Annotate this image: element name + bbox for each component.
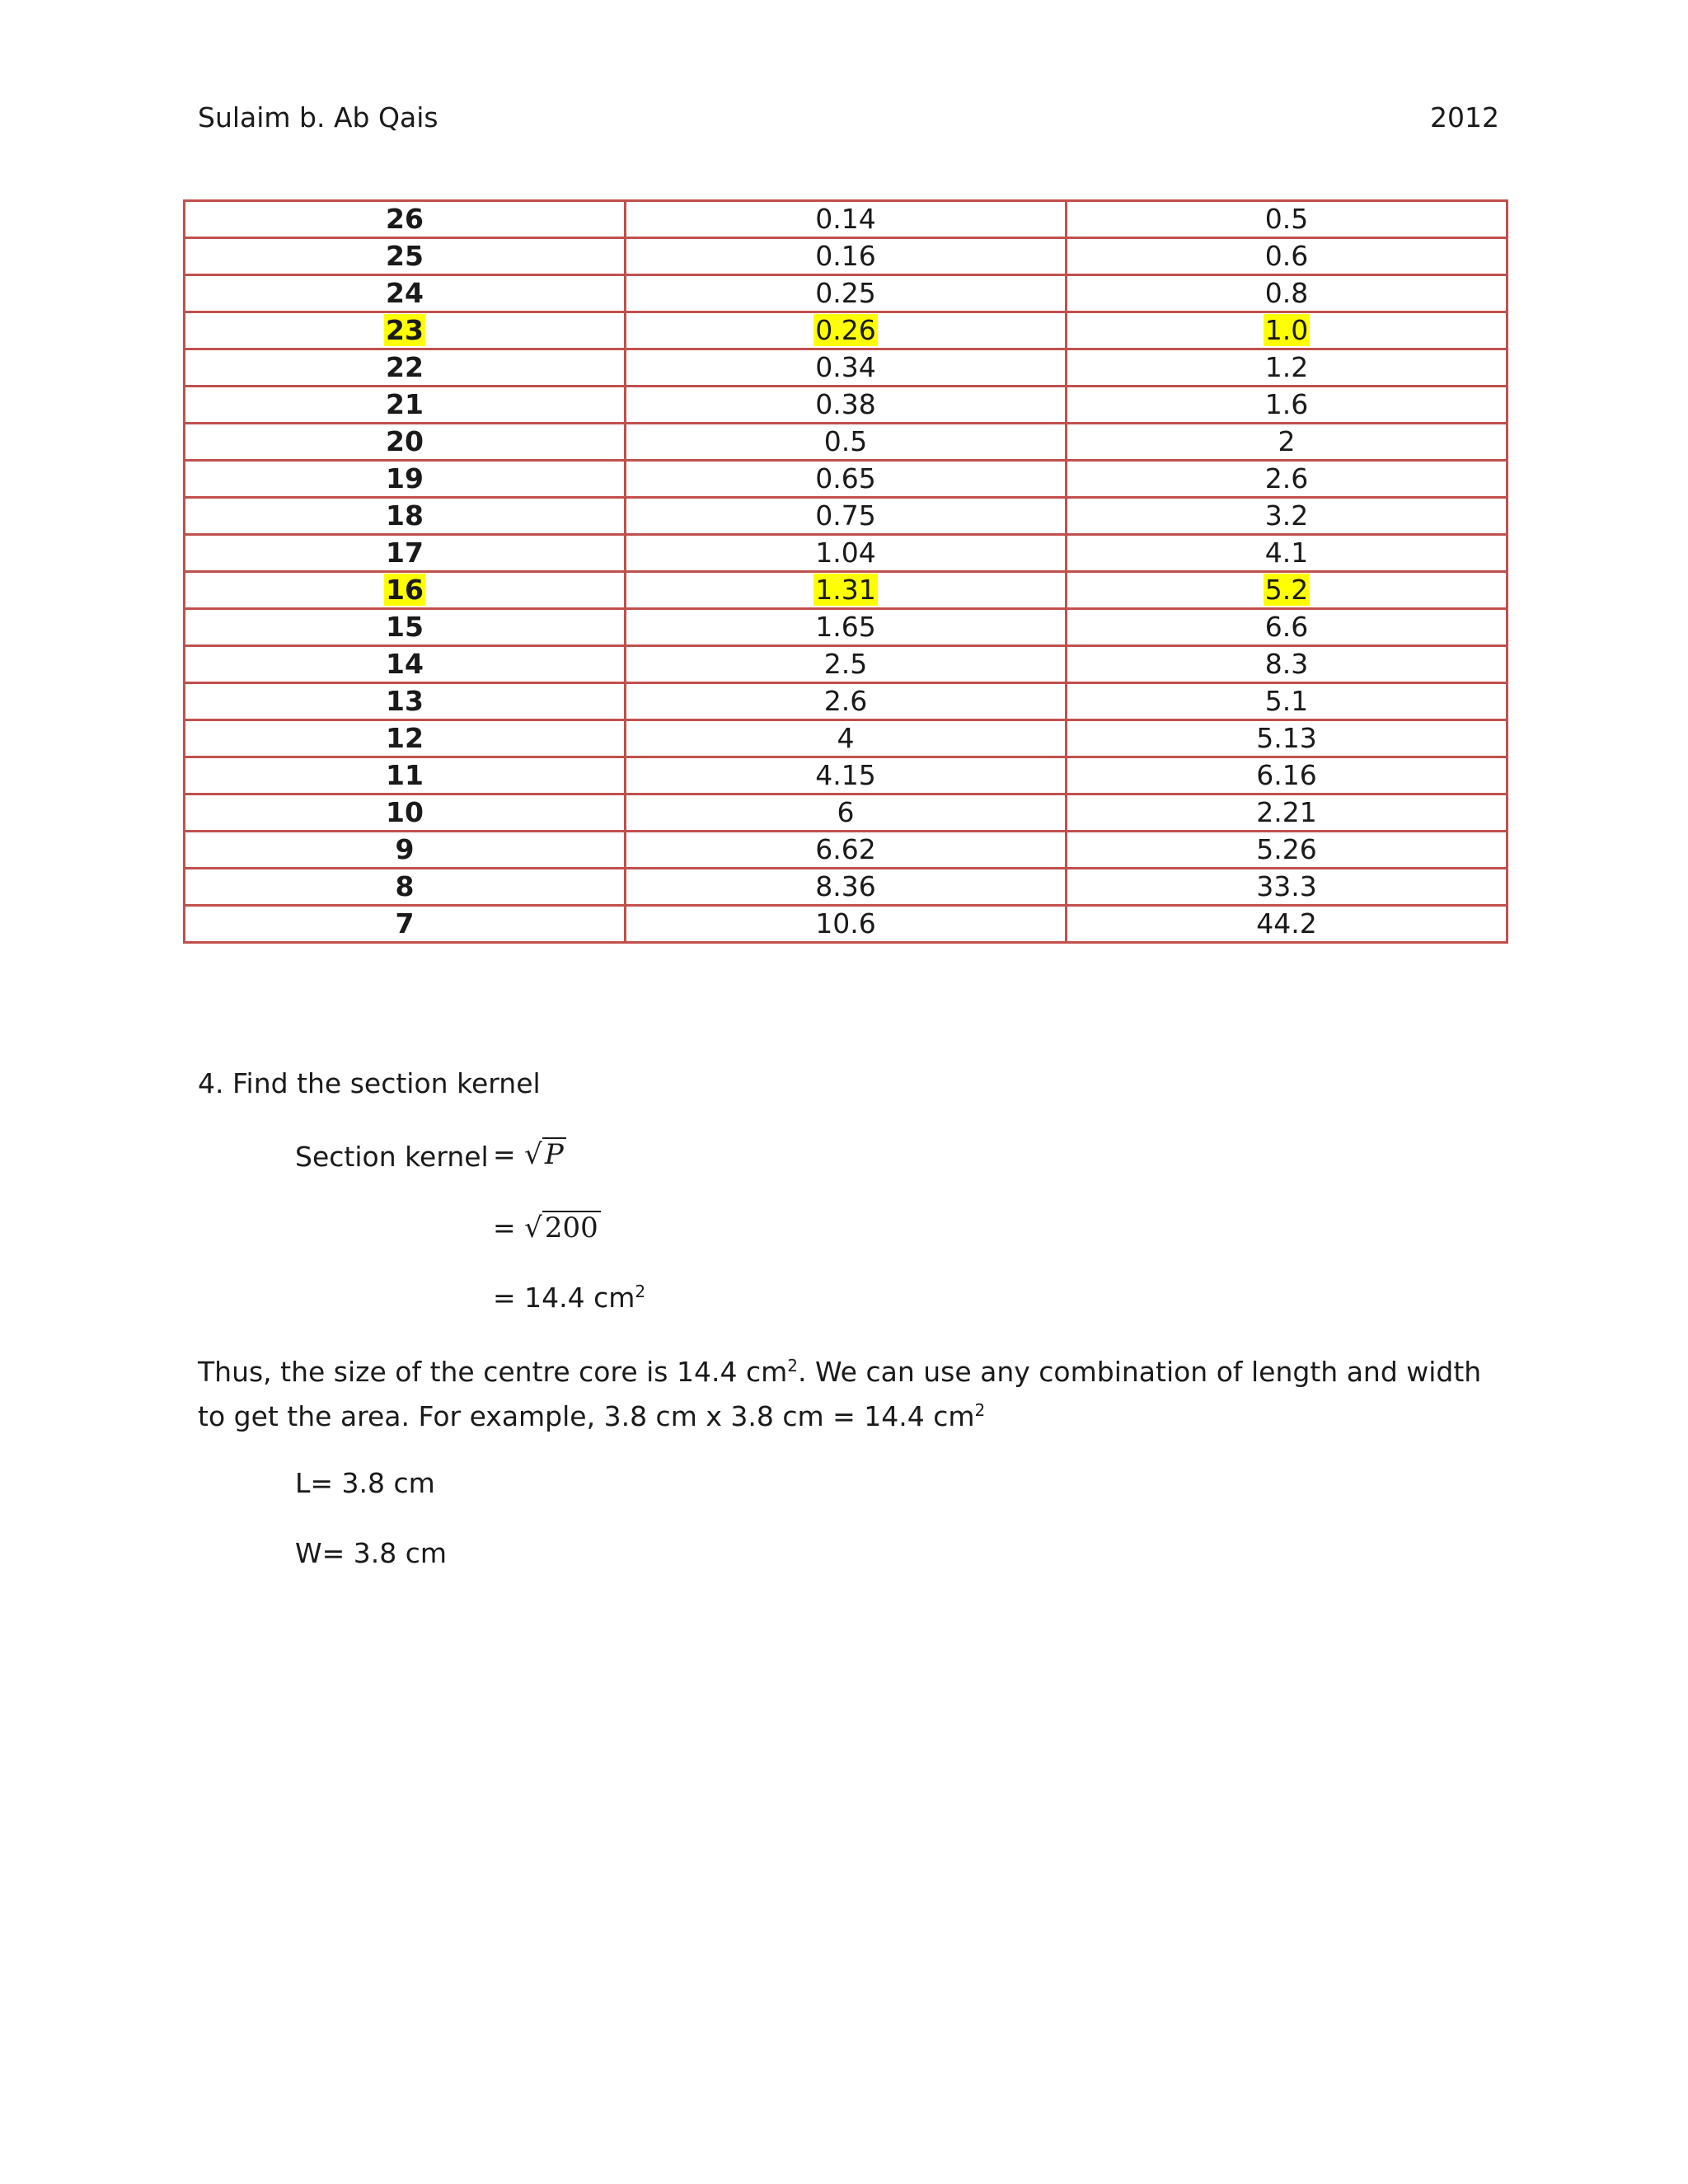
value-cell-col2 xyxy=(626,349,1067,387)
cell-text: 0.16 xyxy=(815,240,876,272)
cell-text: 0.75 xyxy=(815,499,876,532)
value-cell-col2 xyxy=(626,238,1067,275)
cell-text: 6.16 xyxy=(1256,759,1317,791)
value-cell-col2 xyxy=(626,535,1067,572)
table-row xyxy=(185,238,1507,275)
cell-text: 0.65 xyxy=(815,462,876,494)
cell-text: 0.25 xyxy=(815,277,876,309)
cell-text: 44.2 xyxy=(1256,907,1317,940)
equation-result: = 14.4 cm xyxy=(493,1282,635,1314)
equation-line-1 xyxy=(493,1137,566,1171)
cell-text: 21 xyxy=(386,388,424,420)
value-cell-col2 xyxy=(626,720,1067,757)
value-cell-col2 xyxy=(626,498,1067,535)
table-row xyxy=(185,201,1507,238)
cell-text: 1.04 xyxy=(815,537,876,569)
cell-text: 12 xyxy=(386,722,424,754)
cell-text: 22 xyxy=(386,351,424,383)
header-year: 2012 xyxy=(1430,101,1499,134)
value-cell-col3 xyxy=(1067,535,1507,572)
exponent: 2 xyxy=(787,1356,798,1376)
value-cell-col3 xyxy=(1067,349,1507,387)
value-cell-col3 xyxy=(1067,869,1507,906)
cell-text: 0.14 xyxy=(815,203,876,235)
gauge-cell xyxy=(185,387,626,424)
equals-sign: = xyxy=(493,1138,516,1170)
value-cell-col3 xyxy=(1067,387,1507,424)
value-cell-col3 xyxy=(1067,312,1507,349)
cell-text: 20 xyxy=(386,425,424,457)
cell-text: 0.5 xyxy=(823,425,868,457)
cell-text: 19 xyxy=(386,462,424,494)
gauge-cell xyxy=(185,683,626,720)
table-row xyxy=(185,794,1507,832)
gauge-cell xyxy=(185,572,626,609)
gauge-cell xyxy=(185,498,626,535)
wire-gauge-table xyxy=(183,199,1508,944)
value-cell-col3 xyxy=(1067,720,1507,757)
gauge-cell xyxy=(185,832,626,869)
cell-text: 24 xyxy=(386,277,424,309)
value-cell-col2 xyxy=(626,757,1067,794)
table-row xyxy=(185,720,1507,757)
cell-text: 8 xyxy=(395,870,415,902)
cell-text: 2.6 xyxy=(1264,462,1309,494)
gauge-cell xyxy=(185,275,626,312)
table-row xyxy=(185,646,1507,683)
cell-text: 14 xyxy=(386,648,424,680)
cell-text: 0.6 xyxy=(1264,240,1309,272)
value-cell-col2 xyxy=(626,683,1067,720)
gauge-cell xyxy=(185,238,626,275)
cell-text: 26 xyxy=(386,203,424,235)
cell-text: 8.36 xyxy=(815,870,876,902)
paragraph-part-2: . We can use any combination of length and width to get the area. For example, 3.8 cm x 3.8 cm = 14.4 cm xyxy=(198,1356,1482,1432)
cell-text: 1.6 xyxy=(1264,388,1309,420)
cell-text: 25 xyxy=(386,240,424,272)
value-cell-col3 xyxy=(1067,275,1507,312)
cell-text: 15 xyxy=(386,611,424,643)
gauge-cell xyxy=(185,794,626,832)
cell-text: 2.21 xyxy=(1256,796,1317,828)
gauge-cell xyxy=(185,535,626,572)
cell-text: 4 xyxy=(837,722,855,754)
cell-text: 17 xyxy=(386,537,424,569)
value-cell-col2 xyxy=(626,646,1067,683)
table-row xyxy=(185,572,1507,609)
value-cell-col3 xyxy=(1067,646,1507,683)
explanation-paragraph xyxy=(198,1350,1517,1439)
cell-text: 2.6 xyxy=(823,685,868,717)
value-cell-col3 xyxy=(1067,794,1507,832)
cell-text: 6 xyxy=(837,796,855,828)
radicand-200: 200 xyxy=(542,1211,601,1244)
exponent: 2 xyxy=(635,1282,646,1301)
cell-text: 11 xyxy=(386,759,424,791)
value-cell-col2 xyxy=(626,424,1067,461)
gauge-cell xyxy=(185,461,626,498)
paragraph-part-1: Thus, the size of the centre core is 14.4 cm xyxy=(198,1356,788,1388)
value-cell-col3 xyxy=(1067,906,1507,943)
cell-text: 23 xyxy=(386,314,424,346)
section-kernel-label: Section kernel xyxy=(295,1141,489,1173)
value-cell-col3 xyxy=(1067,461,1507,498)
cell-text: 1.65 xyxy=(815,611,876,643)
gauge-cell xyxy=(185,312,626,349)
cell-text: 2 xyxy=(1278,425,1296,457)
table-row xyxy=(185,832,1507,869)
cell-text: 10 xyxy=(386,796,424,828)
value-cell-col3 xyxy=(1067,201,1507,238)
value-cell-col3 xyxy=(1067,572,1507,609)
table-row xyxy=(185,424,1507,461)
cell-text: 1.31 xyxy=(815,574,876,606)
gauge-cell xyxy=(185,201,626,238)
value-cell-col2 xyxy=(626,869,1067,906)
value-cell-col2 xyxy=(626,832,1067,869)
cell-text: 3.2 xyxy=(1264,499,1309,532)
cell-text: 0.5 xyxy=(1264,203,1309,235)
table-row xyxy=(185,387,1507,424)
cell-text: 5.2 xyxy=(1264,574,1309,606)
cell-text: 8.3 xyxy=(1264,648,1309,680)
table-row xyxy=(185,757,1507,794)
value-cell-col2 xyxy=(626,906,1067,943)
gauge-cell xyxy=(185,757,626,794)
author-name: Sulaim b. Ab Qais xyxy=(198,101,438,134)
value-cell-col3 xyxy=(1067,683,1507,720)
sqrt-p-expression: √P xyxy=(524,1137,566,1171)
gauge-cell xyxy=(185,349,626,387)
table-body xyxy=(185,201,1507,943)
cell-text: 18 xyxy=(386,499,424,532)
radicand-p: P xyxy=(542,1137,566,1170)
equation-line-3 xyxy=(493,1282,645,1314)
table-row xyxy=(185,609,1507,646)
width-value: W= 3.8 cm xyxy=(295,1537,448,1569)
gauge-cell xyxy=(185,609,626,646)
cell-text: 4.15 xyxy=(815,759,876,791)
cell-text: 5.26 xyxy=(1256,833,1317,865)
exponent: 2 xyxy=(974,1400,986,1420)
value-cell-col3 xyxy=(1067,757,1507,794)
equals-sign: = xyxy=(493,1212,516,1244)
cell-text: 4.1 xyxy=(1264,537,1309,569)
cell-text: 16 xyxy=(386,574,424,606)
table-row xyxy=(185,869,1507,906)
value-cell-col2 xyxy=(626,461,1067,498)
cell-text: 10.6 xyxy=(815,907,876,940)
value-cell-col2 xyxy=(626,609,1067,646)
gauge-cell xyxy=(185,906,626,943)
cell-text: 1.0 xyxy=(1264,314,1309,346)
value-cell-col2 xyxy=(626,312,1067,349)
value-cell-col3 xyxy=(1067,498,1507,535)
cell-text: 2.5 xyxy=(823,648,868,680)
value-cell-col2 xyxy=(626,387,1067,424)
gauge-cell xyxy=(185,869,626,906)
cell-text: 33.3 xyxy=(1256,870,1317,902)
gauge-cell xyxy=(185,646,626,683)
equation-line-2 xyxy=(493,1211,601,1244)
value-cell-col2 xyxy=(626,275,1067,312)
value-cell-col3 xyxy=(1067,424,1507,461)
cell-text: 9 xyxy=(395,833,415,865)
cell-text: 6.6 xyxy=(1264,611,1309,643)
cell-text: 7 xyxy=(395,907,415,940)
value-cell-col3 xyxy=(1067,238,1507,275)
table-row xyxy=(185,906,1507,943)
value-cell-col2 xyxy=(626,794,1067,832)
table-row xyxy=(185,683,1507,720)
sqrt-200-expression: √200 xyxy=(524,1211,601,1244)
cell-text: 13 xyxy=(386,685,424,717)
cell-text: 0.26 xyxy=(815,314,876,346)
value-cell-col2 xyxy=(626,201,1067,238)
table-row xyxy=(185,312,1507,349)
section-heading: 4. Find the section kernel xyxy=(198,1067,541,1099)
value-cell-col3 xyxy=(1067,832,1507,869)
cell-text: 1.2 xyxy=(1264,351,1309,383)
gauge-cell xyxy=(185,424,626,461)
value-cell-col3 xyxy=(1067,609,1507,646)
length-value: L= 3.8 cm xyxy=(295,1467,435,1499)
table-row xyxy=(185,349,1507,387)
gauge-cell xyxy=(185,720,626,757)
cell-text: 6.62 xyxy=(815,833,876,865)
cell-text: 5.1 xyxy=(1264,685,1309,717)
cell-text: 0.34 xyxy=(815,351,876,383)
table-row xyxy=(185,498,1507,535)
cell-text: 0.8 xyxy=(1264,277,1309,309)
value-cell-col2 xyxy=(626,572,1067,609)
table-row xyxy=(185,461,1507,498)
cell-text: 5.13 xyxy=(1256,722,1317,754)
table-row xyxy=(185,275,1507,312)
table-row xyxy=(185,535,1507,572)
cell-text: 0.38 xyxy=(815,388,876,420)
